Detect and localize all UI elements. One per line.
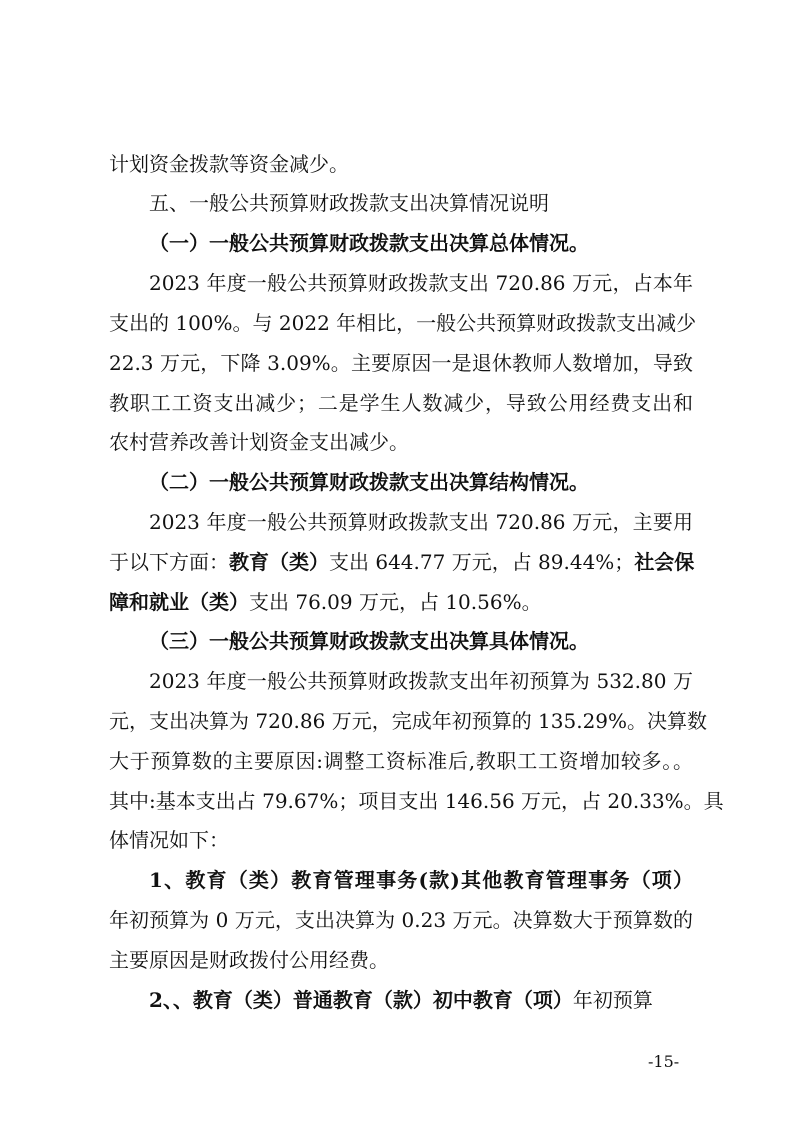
paragraph-line: 支出的 100%。与 2022 年相比，一般公共预算财政拨款支出减少 (109, 311, 697, 335)
paragraph-line: 2023 年度一般公共预算财政拨款支出 720.86 万元，主要用 (149, 510, 693, 534)
paragraph-line: 主要原因是财政拨付公用经费。 (109, 948, 389, 972)
bold-term: 社会保 (634, 550, 695, 574)
item-heading: 1、教育（类）教育管理事务(款)其他教育管理事务（项） (149, 868, 693, 892)
item-heading: 2、、教育（类）普通教育（款）初中教育（项）年初预算 (149, 988, 653, 1012)
subsection-heading: （一）一般公共预算财政拨款支出决算总体情况。 (149, 231, 589, 255)
paragraph-line: 计划资金拨款等资金减少。 (109, 152, 349, 176)
bold-term: 障和就业（类） (109, 590, 249, 614)
paragraph-line: 2023 年度一般公共预算财政拨款支出年初预算为 532.80 万 (149, 669, 693, 693)
paragraph-line: 教职工工资支出减少；二是学生人数减少，导致公用经费支出和 (109, 391, 693, 415)
paragraph-line: 农村营养改善计划资金支出减少。 (109, 430, 409, 454)
paragraph-line: 元，支出决算为 720.86 万元，完成年初预算的 135.29%。决算数 (109, 709, 708, 733)
subsection-heading: （三）一般公共预算财政拨款支出决算具体情况。 (149, 629, 589, 653)
paragraph-line: 2023 年度一般公共预算财政拨款支出 720.86 万元，占本年 (149, 271, 693, 295)
paragraph-line: 其中:基本支出占 79.67%；项目支出 146.56 万元，占 20.33%。具 (109, 789, 724, 813)
paragraph-line: 体情况如下： (109, 828, 229, 852)
subsection-heading: （二）一般公共预算财政拨款支出决算结构情况。 (149, 470, 589, 494)
paragraph-line: 于以下方面：教育（类）支出 644.77 万元，占 89.44%；社会保 (109, 550, 695, 574)
page-number: -15- (648, 1052, 680, 1071)
bold-term: 2、、教育（类）普通教育（款）初中教育（项） (149, 988, 573, 1012)
paragraph-line: 年初预算为 0 万元，支出决算为 0.23 万元。决算数大于预算数的 (109, 908, 693, 932)
section-heading: 五、一般公共预算财政拨款支出决算情况说明 (149, 191, 549, 215)
paragraph-line: 大于预算数的主要原因:调整工资标准后,教职工工资增加较多。。 (109, 749, 693, 773)
bold-term: 教育（类） (229, 550, 329, 574)
paragraph-line: 22.3 万元，下降 3.09%。主要原因一是退休教师人数增加，导致 (109, 351, 693, 375)
paragraph-line: 障和就业（类）支出 76.09 万元，占 10.56%。 (109, 590, 542, 614)
